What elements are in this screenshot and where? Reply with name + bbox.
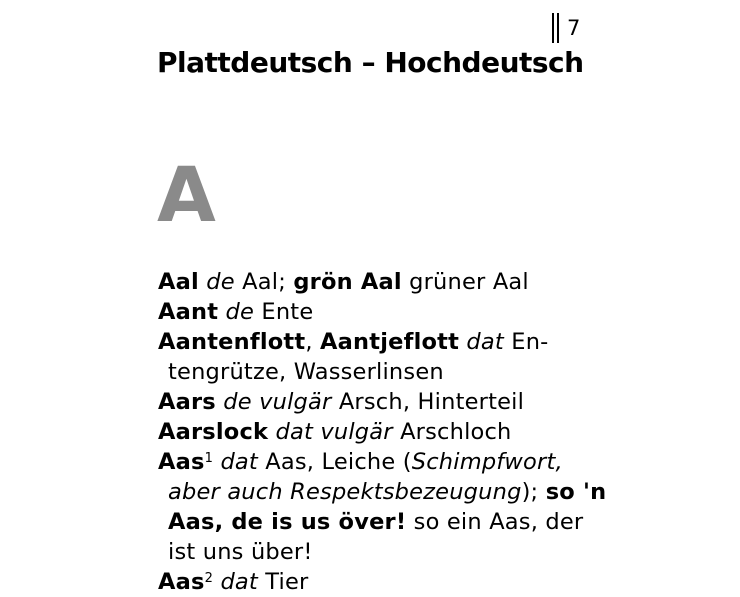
headword: Aas — [158, 449, 205, 475]
definition: Tier — [257, 569, 309, 595]
definition: En- — [503, 329, 549, 355]
page-marker-bar — [552, 13, 554, 43]
entry-aas-1 — [158, 447, 588, 477]
grammar: dat — [466, 329, 504, 355]
grammar: dat — [220, 449, 258, 475]
definition: Arsch, Hinterteil — [331, 389, 525, 415]
entry-continuation — [158, 357, 588, 387]
entry-aal — [158, 267, 588, 297]
dictionary-entries — [158, 267, 607, 597]
phrase-translation: so ein Aas, der — [406, 509, 584, 535]
page-number-marker — [552, 12, 580, 44]
separator: , — [305, 329, 321, 355]
entry-aant — [158, 297, 588, 327]
definition: Ente — [254, 299, 314, 325]
entry-aars — [158, 387, 588, 417]
section-letter: A — [157, 150, 216, 239]
entry-aas-2 — [158, 567, 588, 597]
phrase: Aas, de is us över! — [168, 509, 407, 535]
usage-note: aber auch Respektsbezeugung — [168, 479, 522, 505]
homonym-number: 1 — [204, 451, 214, 466]
grammar: de vulgär — [223, 389, 332, 415]
headword: Aas — [158, 569, 205, 595]
headword: Aant — [158, 299, 219, 325]
entry-aantenflott — [158, 327, 588, 357]
phrase: so 'n — [545, 479, 607, 505]
headword: Aars — [158, 389, 216, 415]
definition: Aal; — [234, 269, 294, 295]
phrase-translation: grüner Aal — [401, 269, 529, 295]
entry-aarslock — [158, 417, 588, 447]
headword-variant: Aantjeflott — [320, 329, 460, 355]
entry-continuation — [158, 477, 607, 507]
punctuation: ); — [521, 479, 546, 505]
headword: Aal — [158, 269, 199, 295]
headword: Aarslock — [158, 419, 269, 445]
page-number: 7 — [567, 16, 581, 40]
usage-note: Schimpfwort, — [411, 449, 563, 475]
headword: Aantenflott — [158, 329, 306, 355]
grammar: dat vulgär — [275, 419, 393, 445]
definition: Arschloch — [392, 419, 512, 445]
grammar: dat — [220, 569, 258, 595]
entry-continuation — [158, 507, 588, 537]
entry-continuation — [158, 537, 588, 567]
grammar: de — [206, 269, 235, 295]
definition: tengrütze, Wasserlinsen — [168, 359, 444, 385]
page-title: Plattdeutsch – Hochdeutsch — [157, 46, 584, 79]
definition: Aas, Leiche ( — [257, 449, 412, 475]
homonym-number: 2 — [204, 571, 214, 586]
phrase-translation: ist uns über! — [168, 539, 313, 565]
grammar: de — [225, 299, 255, 325]
phrase: grön Aal — [293, 269, 402, 295]
page-marker-bar — [557, 13, 559, 43]
